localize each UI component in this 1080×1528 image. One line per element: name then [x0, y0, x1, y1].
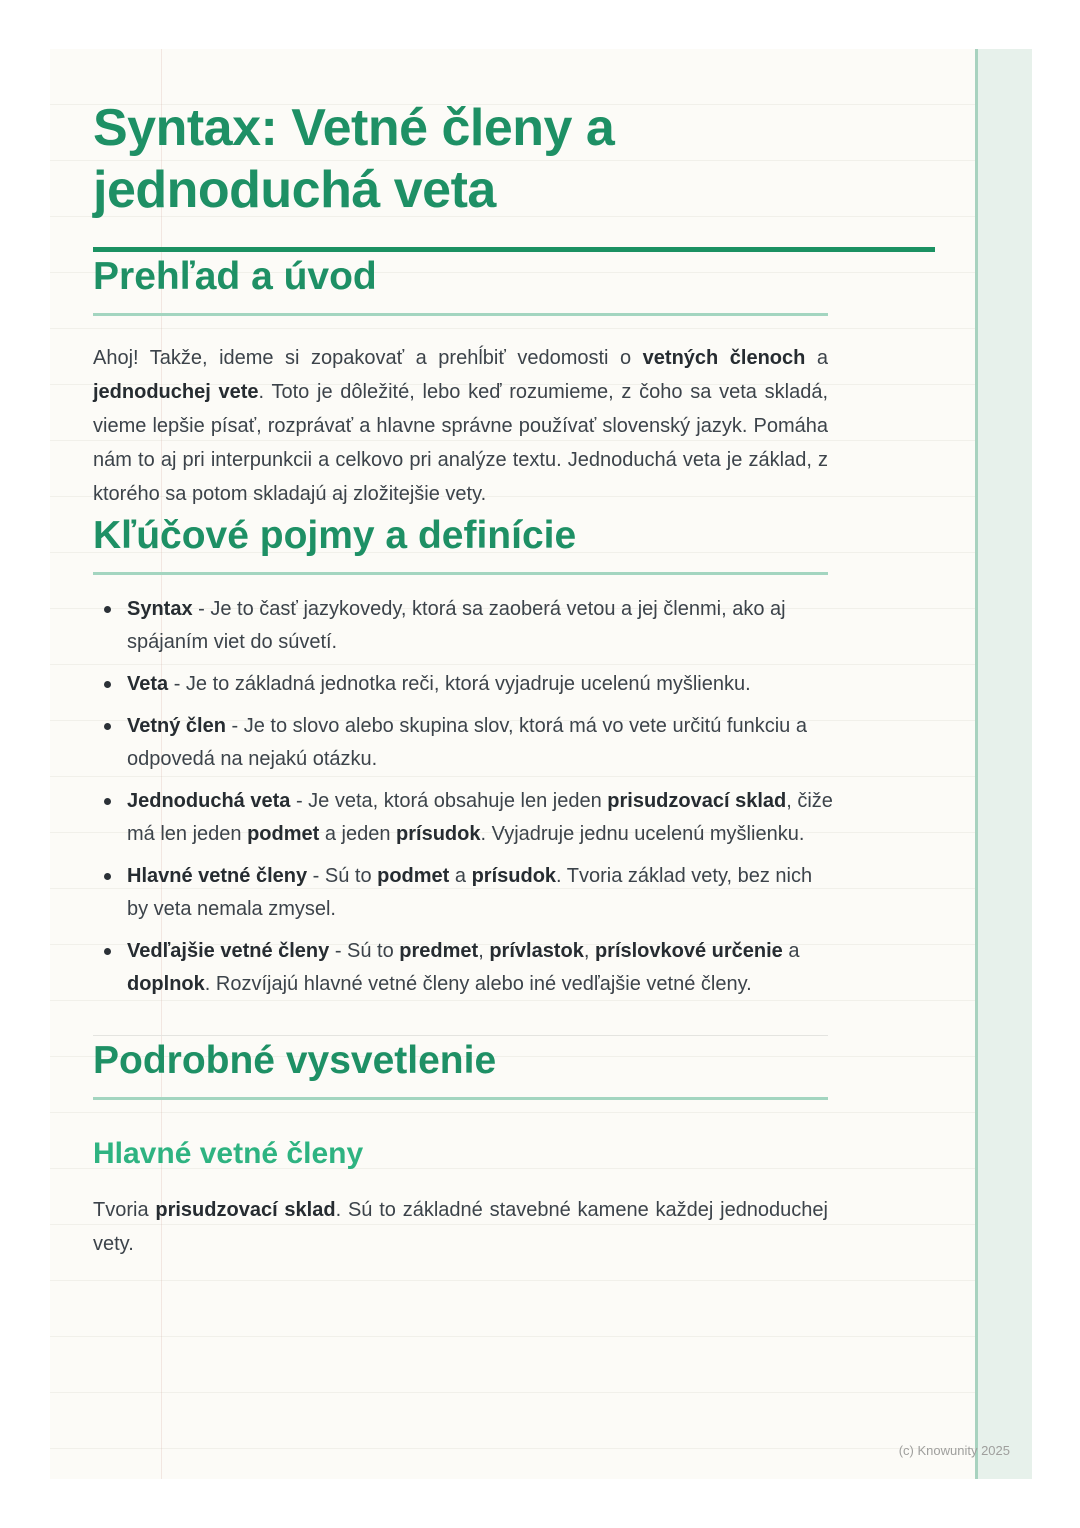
section-key-concepts — [93, 511, 935, 1001]
bullet-dot-icon — [104, 873, 111, 880]
bullet-dot-icon — [104, 723, 111, 730]
overview-heading: Prehľad a úvod — [93, 255, 377, 298]
copyright-note: (c) Knowunity 2025 — [898, 1443, 1010, 1458]
key-concepts-heading: Kľúčové pojmy a definície — [93, 514, 577, 557]
bullet-dot-icon — [104, 798, 111, 805]
list-item — [93, 710, 838, 776]
overview-paragraph: Ahoj! Takže, ideme si zopakovať a prehĺbiť vedomosti o vetných členoch a jednoduchej vete. Toto je dôležité, lebo keď rozumieme, z čoho sa veta skladá, vieme lepšie písať, rozprávať a hlavne správne používať slovenský jazyk. Pomáha nám to aj pri interpunkcii a celkovo pri analýze textu. Jednoduchá veta je základ, z ktorého sa potom skladajú aj zložitejšie vety. — [93, 347, 829, 505]
detail-paragraph: Tvoria prisudzovací sklad. Sú to základné stavebné kamene každej jednoduchej vety. — [93, 1199, 828, 1255]
document-page — [50, 49, 1032, 1479]
detail-subheading: Hlavné vetné členy — [93, 1137, 364, 1170]
page-title-line-1: Syntax: Vetné členy a — [93, 99, 615, 157]
page-title — [93, 97, 935, 221]
page-title-line-2: jednoduchá veta — [93, 161, 496, 219]
bullet-dot-icon — [104, 948, 111, 955]
list-item — [93, 860, 838, 926]
list-item-text: Syntax - Je to časť jazykovedy, ktorá sa zaoberá vetou a jej členmi, ako aj spájaním viet do súvetí. — [127, 598, 786, 653]
document-content — [93, 97, 935, 1261]
list-item — [93, 668, 838, 701]
overview-heading-rule — [93, 313, 828, 316]
list-item — [93, 785, 838, 851]
list-item — [93, 593, 838, 659]
list-item-text: Veta - Je to základná jednotka reči, ktorá vyjadruje ucelenú myšlienku. — [127, 673, 751, 695]
bullet-dot-icon — [104, 681, 111, 688]
key-concepts-list — [93, 593, 838, 1001]
section-detail — [93, 1036, 935, 1261]
key-concepts-heading-rule — [93, 572, 828, 575]
bullet-dot-icon — [104, 606, 111, 613]
section-overview — [93, 252, 935, 511]
right-accent-stripe — [975, 49, 1032, 1479]
list-item-text: Vetný člen - Je to slovo alebo skupina slov, ktorá má vo vete určitú funkciu a odpovedá na nejakú otázku. — [127, 715, 807, 770]
list-item-text: Jednoduchá veta - Je veta, ktorá obsahuje len jeden prisudzovací sklad, čiže má len jeden podmet a jeden prísudok. Vyjadruje jednu ucelenú myšlienku. — [127, 790, 833, 845]
detail-heading: Podrobné vysvetlenie — [93, 1039, 497, 1082]
detail-heading-rule — [93, 1097, 828, 1100]
list-item — [93, 935, 838, 1001]
list-item-text: Hlavné vetné členy - Sú to podmet a prísudok. Tvoria základ vety, bez nich by veta nemala zmysel. — [127, 865, 813, 920]
list-item-text: Vedľajšie vetné členy - Sú to predmet, prívlastok, príslovkové určenie a doplnok. Rozvíjajú hlavné vetné členy alebo iné vedľajšie vetné členy. — [127, 940, 800, 995]
